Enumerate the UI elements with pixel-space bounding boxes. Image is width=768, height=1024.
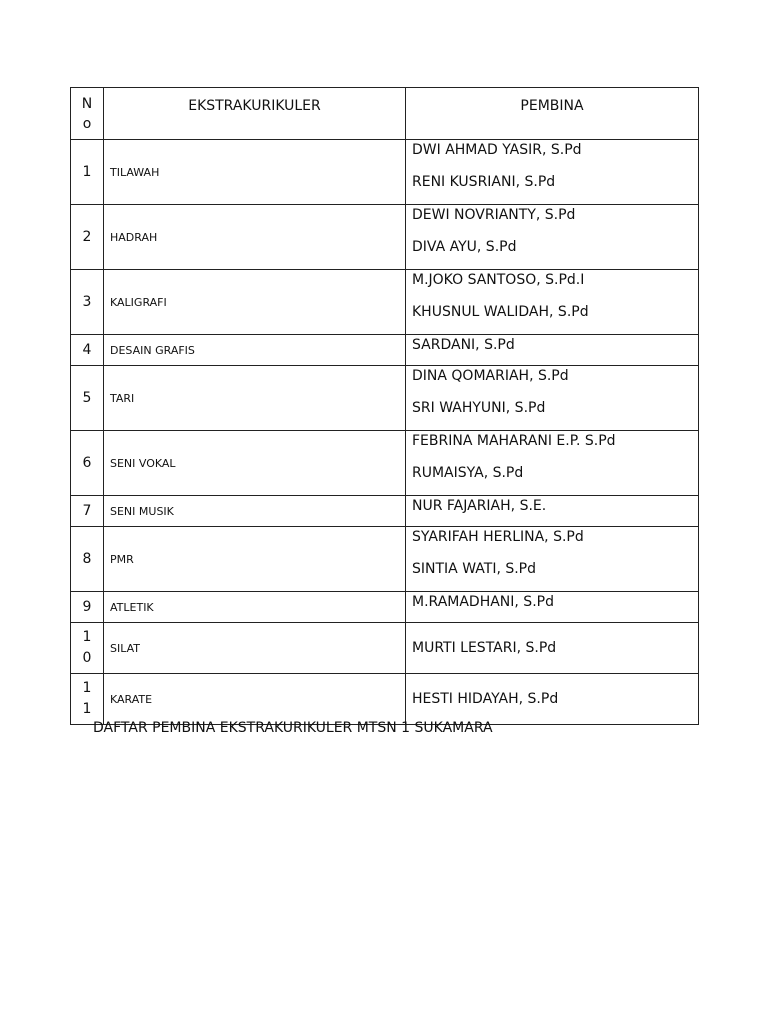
table-row xyxy=(71,592,699,623)
table-row xyxy=(71,205,699,270)
row-number-digit: 1 xyxy=(82,163,92,180)
pembina-cell xyxy=(406,496,699,527)
pembina-name: FEBRINA MAHARANI E.P. S.Pd xyxy=(412,433,616,449)
row-number xyxy=(71,623,104,674)
row-number xyxy=(71,335,104,366)
ekstrakurikuler-name: SILAT xyxy=(104,623,406,674)
pembina-cell xyxy=(406,335,699,366)
ekstrakurikuler-name: SENI VOKAL xyxy=(104,431,406,496)
pembina-name: RENI KUSRIANI, S.Pd xyxy=(412,174,556,190)
row-number xyxy=(71,140,104,205)
row-number-digit: 2 xyxy=(82,228,92,245)
row-number-digit: 4 xyxy=(82,341,92,358)
pembina-cell xyxy=(406,623,699,674)
header-pembina: PEMBINA xyxy=(406,88,699,140)
pembina-name: MURTI LESTARI, S.Pd xyxy=(412,640,557,656)
pembina-name: DIVA AYU, S.Pd xyxy=(412,239,517,255)
pembina-name: KHUSNUL WALIDAH, S.Pd xyxy=(412,304,589,320)
pembina-cell xyxy=(406,205,699,270)
row-number xyxy=(71,592,104,623)
header-no-line1: N xyxy=(81,95,93,112)
pembina-cell xyxy=(406,527,699,592)
ekstrakurikuler-name: SENI MUSIK xyxy=(104,496,406,527)
row-number-digit: 8 xyxy=(82,550,92,567)
header-no-line2: o xyxy=(82,115,92,132)
row-number xyxy=(71,496,104,527)
pembina-name: SYARIFAH HERLINA, S.Pd xyxy=(412,529,584,545)
table-row xyxy=(71,140,699,205)
ekstrakurikuler-name: DESAIN GRAFIS xyxy=(104,335,406,366)
document-caption: DAFTAR PEMBINA EKSTRAKURIKULER MTSN 1 SUKAMARA xyxy=(93,720,493,736)
row-number xyxy=(71,431,104,496)
ekstrakurikuler-name: ATLETIK xyxy=(104,592,406,623)
row-number xyxy=(71,674,104,725)
pembina-cell xyxy=(406,140,699,205)
pembina-cell xyxy=(406,366,699,431)
row-number-digit: 6 xyxy=(82,454,92,471)
ekstrakurikuler-name: KARATE xyxy=(104,674,406,725)
table-header-row xyxy=(71,88,699,140)
ekstrakurikuler-name: TARI xyxy=(104,366,406,431)
table-row xyxy=(71,674,699,725)
pembina-name: HESTI HIDAYAH, S.Pd xyxy=(412,691,559,707)
pembina-cell xyxy=(406,592,699,623)
pembina-name: DINA QOMARIAH, S.Pd xyxy=(412,368,569,384)
table-row xyxy=(71,366,699,431)
row-number-digit: 0 xyxy=(82,650,92,666)
pembina-cell xyxy=(406,431,699,496)
table-row xyxy=(71,270,699,335)
row-number xyxy=(71,270,104,335)
row-number-digit: 1 xyxy=(82,629,92,645)
pembina-name: NUR FAJARIAH, S.E. xyxy=(412,498,547,514)
ekstrakurikuler-name: KALIGRAFI xyxy=(104,270,406,335)
pembina-name: DWI AHMAD YASIR, S.Pd xyxy=(412,142,582,158)
pembina-cell xyxy=(406,270,699,335)
row-number-digit: 9 xyxy=(82,598,92,615)
ekstrakurikuler-name: PMR xyxy=(104,527,406,592)
pembina-name: M.RAMADHANI, S.Pd xyxy=(412,594,554,610)
ekstrakurikuler-name: TILAWAH xyxy=(104,140,406,205)
ekstrakurikuler-name: HADRAH xyxy=(104,205,406,270)
table-row xyxy=(71,527,699,592)
pembina-name: DEWI NOVRIANTY, S.Pd xyxy=(412,207,576,223)
row-number-digit: 5 xyxy=(82,389,92,406)
row-number-digit: 1 xyxy=(82,680,92,696)
pembina-table xyxy=(70,87,699,725)
table-row xyxy=(71,623,699,674)
pembina-cell xyxy=(406,674,699,725)
row-number xyxy=(71,366,104,431)
table-row xyxy=(71,335,699,366)
pembina-name: SARDANI, S.Pd xyxy=(412,337,515,353)
pembina-name: SRI WAHYUNI, S.Pd xyxy=(412,400,546,416)
row-number xyxy=(71,527,104,592)
pembina-name: SINTIA WATI, S.Pd xyxy=(412,561,537,577)
pembina-name: M.JOKO SANTOSO, S.Pd.I xyxy=(412,272,585,288)
table-row xyxy=(71,431,699,496)
table-body xyxy=(71,140,699,725)
row-number-digit: 1 xyxy=(82,701,92,717)
row-number-digit: 7 xyxy=(82,502,92,519)
header-ekstrakurikuler: EKSTRAKURIKULER xyxy=(104,88,406,140)
pembina-name: RUMAISYA, S.Pd xyxy=(412,465,524,481)
row-number-digit: 3 xyxy=(82,293,92,310)
table-row xyxy=(71,496,699,527)
header-no xyxy=(71,88,104,140)
row-number xyxy=(71,205,104,270)
